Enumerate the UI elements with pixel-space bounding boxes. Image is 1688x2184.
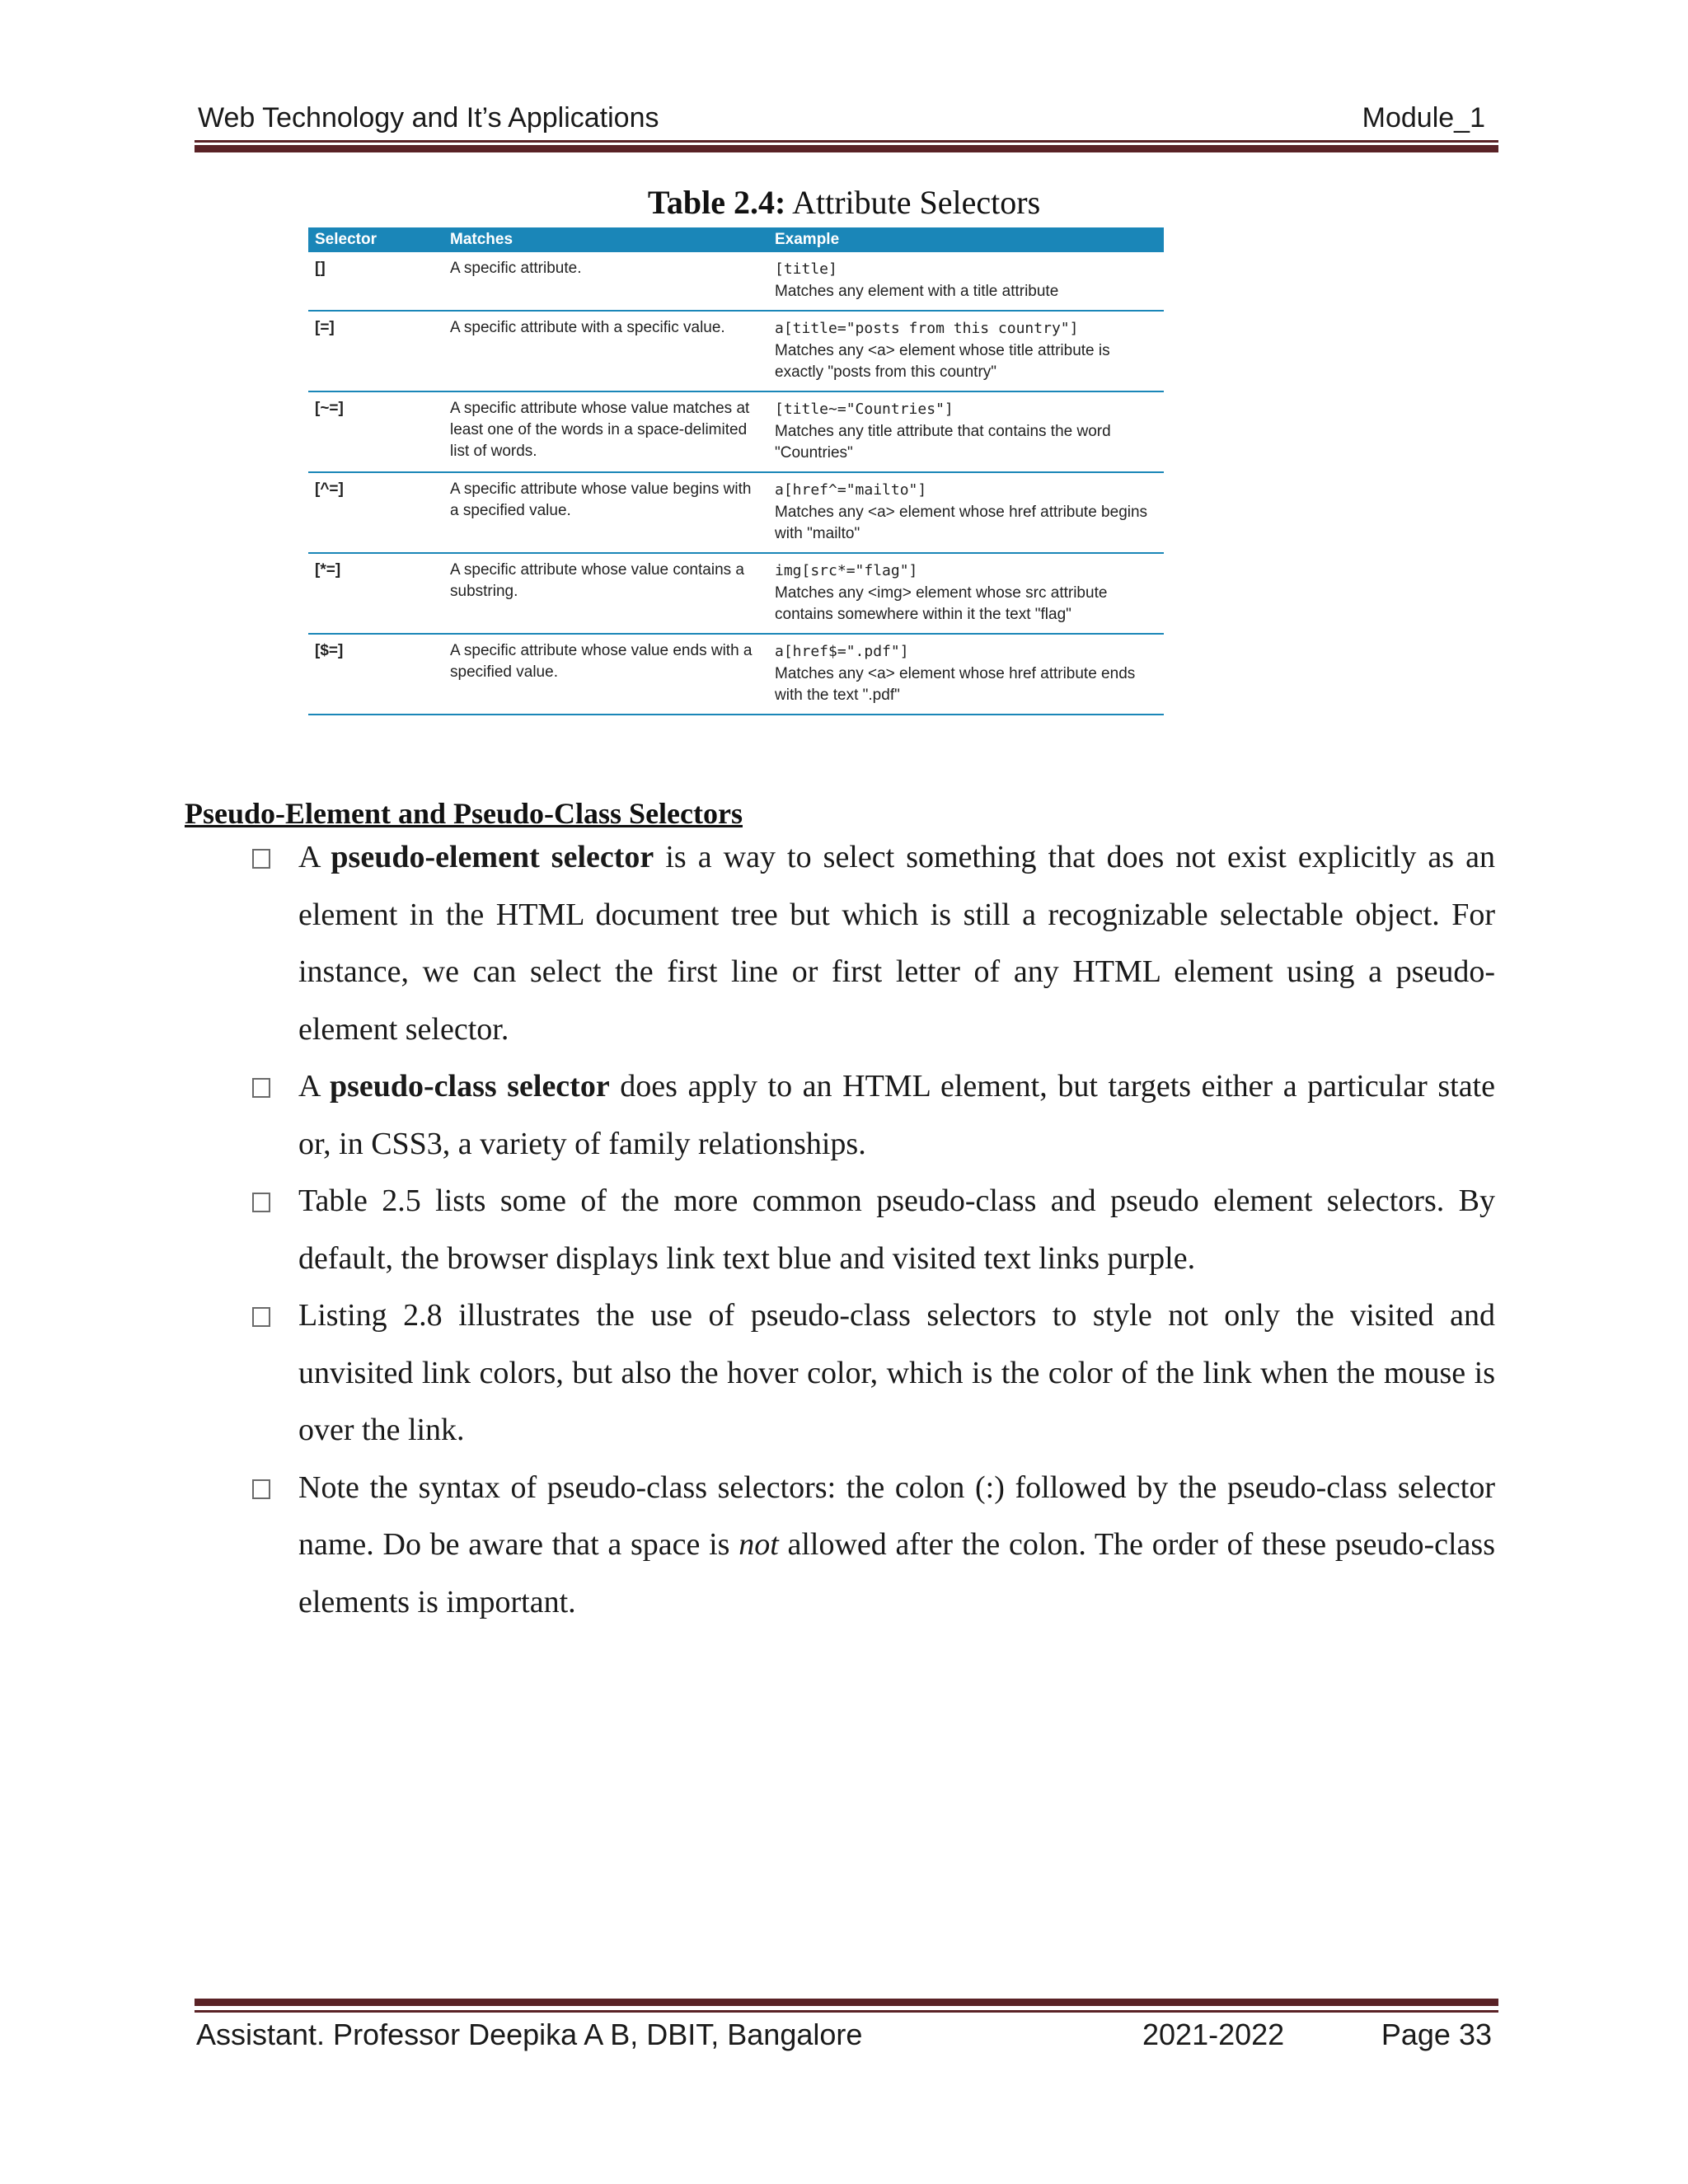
list-item [252, 1058, 1495, 1173]
example-description: Matches any <a> element whose href attribute ends with the text ".pdf" [775, 665, 1136, 704]
matches-cell: A specific attribute. [443, 252, 768, 311]
header-rule-thin [195, 140, 1498, 143]
example-cell [768, 311, 1164, 391]
bullet-text: Listing 2.8 illustrates the use of pseudo-class selectors to style not only the visited and unvisited link colors, but also the hover color, which is the color of the link when the mouse is over the link. [298, 1298, 1495, 1447]
bullet-box-icon [252, 1307, 270, 1327]
bullet-list [252, 829, 1495, 1631]
matches-cell: A specific attribute whose value ends with a specified value. [443, 634, 768, 715]
example-code: a[title="posts from this country"] [775, 320, 1079, 337]
footer-author: Assistant. Professor Deepika A B, DBIT, Bangalore [196, 2018, 863, 2051]
page-footer [196, 2018, 1492, 2057]
example-cell [768, 252, 1164, 311]
bold-term: pseudo-element selector [331, 840, 654, 874]
list-item [252, 1460, 1495, 1632]
footer-rule-thick [195, 1999, 1498, 2006]
example-description: Matches any <a> element whose href attribute begins with "mailto" [775, 504, 1148, 542]
list-item [252, 829, 1495, 1058]
bullet-text: Table 2.5 lists some of the more common pseudo-class and pseudo element selectors. By default, the browser displays link text blue and visited text links purple. [298, 1183, 1495, 1276]
example-cell [768, 472, 1164, 553]
header-title: Web Technology and It’s Applications [198, 102, 659, 134]
table-caption-label: Table 2.4: [647, 184, 786, 221]
table-header-row [308, 227, 1164, 252]
table-row [308, 553, 1164, 634]
selector-cell: [*=] [308, 553, 443, 634]
table-row [308, 472, 1164, 553]
table-row [308, 252, 1164, 311]
example-description: Matches any <img> element whose src attribute contains somewhere within it the text "flag" [775, 584, 1108, 623]
header-rule-thick [195, 145, 1498, 152]
table-row [308, 634, 1164, 715]
example-cell [768, 634, 1164, 715]
bullet-text: allowed after the colon. The order of these pseudo-class elements is important. [298, 1527, 1495, 1619]
section-heading: Pseudo-Element and Pseudo-Class Selectors [185, 797, 743, 830]
example-code: [title~="Countries"] [775, 401, 954, 418]
table-caption [0, 183, 1688, 222]
page-number: Page 33 [1381, 2018, 1492, 2051]
example-description: Matches any <a> element whose title attribute is exactly "posts from this country" [775, 342, 1110, 381]
list-item [252, 1173, 1495, 1287]
matches-cell: A specific attribute whose value matches at least one of the words in a space-delimited list of words. [443, 391, 768, 472]
example-code: img[src*="flag"] [775, 562, 918, 579]
bullet-box-icon [252, 1479, 270, 1499]
footer-rule-thin [195, 2010, 1498, 2013]
example-description: Matches any element with a title attribute [775, 283, 1059, 300]
list-item [252, 1287, 1495, 1460]
column-header-selector: Selector [308, 227, 443, 252]
selector-cell: [] [308, 252, 443, 311]
table-row [308, 391, 1164, 472]
example-code: a[href^="mailto"] [775, 481, 927, 499]
bullet-text: is a way to select something that does not exist explicitly as an element in the HTML document tree but which is still a recognizable selectable object. For instance, we can select the first line or first letter of any HTML element using a pseudo-element selector. [298, 840, 1495, 1047]
selector-cell: [=] [308, 311, 443, 391]
matches-cell: A specific attribute whose value contains a substring. [443, 553, 768, 634]
matches-cell: A specific attribute whose value begins with a specified value. [443, 472, 768, 553]
bullet-box-icon [252, 849, 270, 869]
column-header-example: Example [768, 227, 1164, 252]
attribute-selectors-table [308, 227, 1164, 715]
table-row [308, 311, 1164, 391]
header-module: Module_1 [1362, 102, 1485, 134]
footer-year: 2021-2022 [1142, 2018, 1285, 2051]
selector-cell: [^=] [308, 472, 443, 553]
selector-cell: [~=] [308, 391, 443, 472]
example-code: a[href$=".pdf"] [775, 643, 909, 660]
bullet-text: does apply to an HTML element, but targets either a particular state or, in CSS3, a variety of family relationships. [298, 1069, 1495, 1161]
bullet-text: Note the syntax of pseudo-class selectors: the colon (:) followed by the pseudo-class selector name. Do be aware that a space is [298, 1469, 1495, 1562]
italic-term: not [738, 1527, 779, 1562]
page-header [198, 102, 1485, 138]
bullet-text: A [298, 1069, 330, 1104]
table-caption-text: Attribute Selectors [785, 184, 1041, 221]
column-header-matches: Matches [443, 227, 768, 252]
example-cell [768, 391, 1164, 472]
example-description: Matches any title attribute that contains the word "Countries" [775, 423, 1111, 462]
bullet-box-icon [252, 1193, 270, 1212]
example-code: [title] [775, 260, 837, 278]
bullet-text: A [298, 840, 331, 874]
bullet-box-icon [252, 1078, 270, 1098]
example-cell [768, 553, 1164, 634]
bold-term: pseudo-class selector [329, 1069, 610, 1104]
matches-cell: A specific attribute with a specific value. [443, 311, 768, 391]
selector-cell: [$=] [308, 634, 443, 715]
